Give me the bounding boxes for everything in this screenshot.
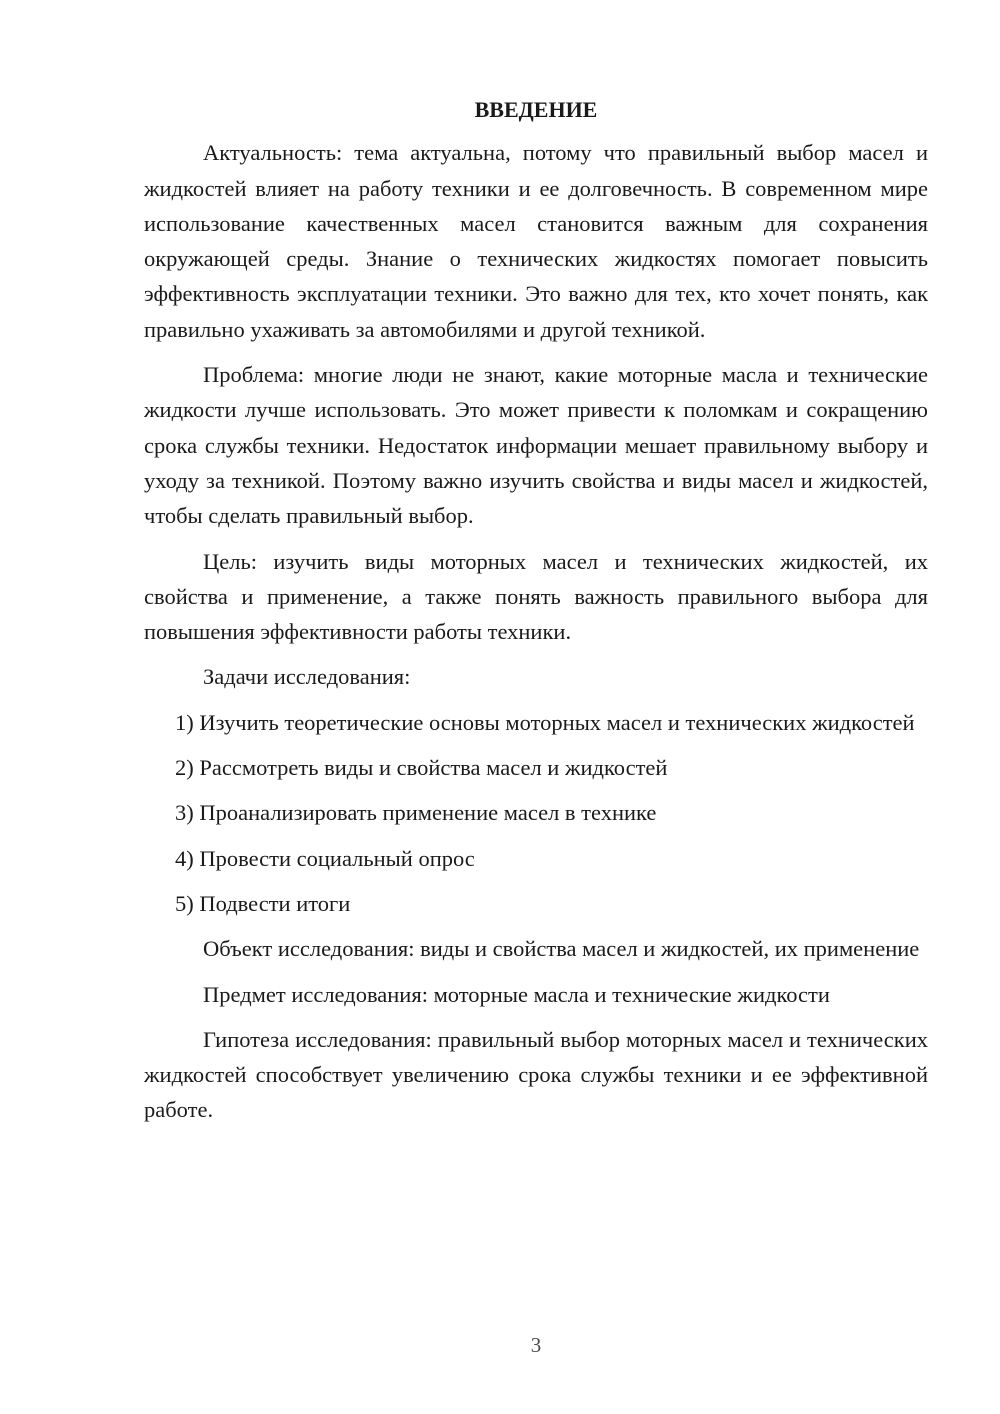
task-item-2: 2) Рассмотреть виды и свойства масел и жидкостей bbox=[175, 755, 668, 781]
paragraph-object: Объект исследования: виды и свойства масел и жидкостей, их применение bbox=[203, 936, 920, 962]
page-number: 3 bbox=[530, 1333, 542, 1357]
task-item-4: 4) Провести социальный опрос bbox=[175, 845, 475, 871]
paragraph-problem: Проблема: многие люди не знают, какие моторные масла и технические жидкости лучше использовать. Это может привести к поломкам и сокращению срока службы техники. Недостаток информации мешает правильному выбору и уходу за техникой. Поэтому важно изучить свойства и виды масел и жидкостей, чтобы сделать правильный выбор. bbox=[144, 362, 928, 529]
section-title: ВВЕДЕНИЕ bbox=[474, 97, 598, 122]
paragraph-hypothesis: Гипотеза исследования: правильный выбор моторных масел и технических жидкостей способствует увеличению срока службы техники и ее эффективной работе. bbox=[144, 1026, 928, 1123]
document-body bbox=[144, 92, 928, 1138]
paragraph-goal: Цель: изучить виды моторных масел и технических жидкостей, их свойства и применение, а также понять важность правильного выбора для повышения эффективности работы техники. bbox=[144, 548, 928, 645]
paragraph-relevance: Актуальность: тема актуальна, потому что правильный выбор масел и жидкостей влияет на работу техники и ее долговечность. В современном мире использование качественных масел становится важным для сохранения окружающей среды. Знание о технических жидкостях помогает повысить эффективность эксплуатации техники. Это важно для тех, кто хочет понять, как правильно ухаживать за автомобилями и другой техникой. bbox=[144, 140, 928, 342]
task-item-5: 5) Подвести итоги bbox=[175, 890, 351, 916]
task-item-3: 3) Проанализировать применение масел в технике bbox=[175, 800, 657, 826]
paragraph-subject: Предмет исследования: моторные масла и технические жидкости bbox=[203, 981, 830, 1007]
paragraph-tasks-heading: Задачи исследования: bbox=[203, 664, 411, 690]
task-item-1: 1) Изучить теоретические основы моторных масел и технических жидкостей bbox=[175, 709, 915, 735]
